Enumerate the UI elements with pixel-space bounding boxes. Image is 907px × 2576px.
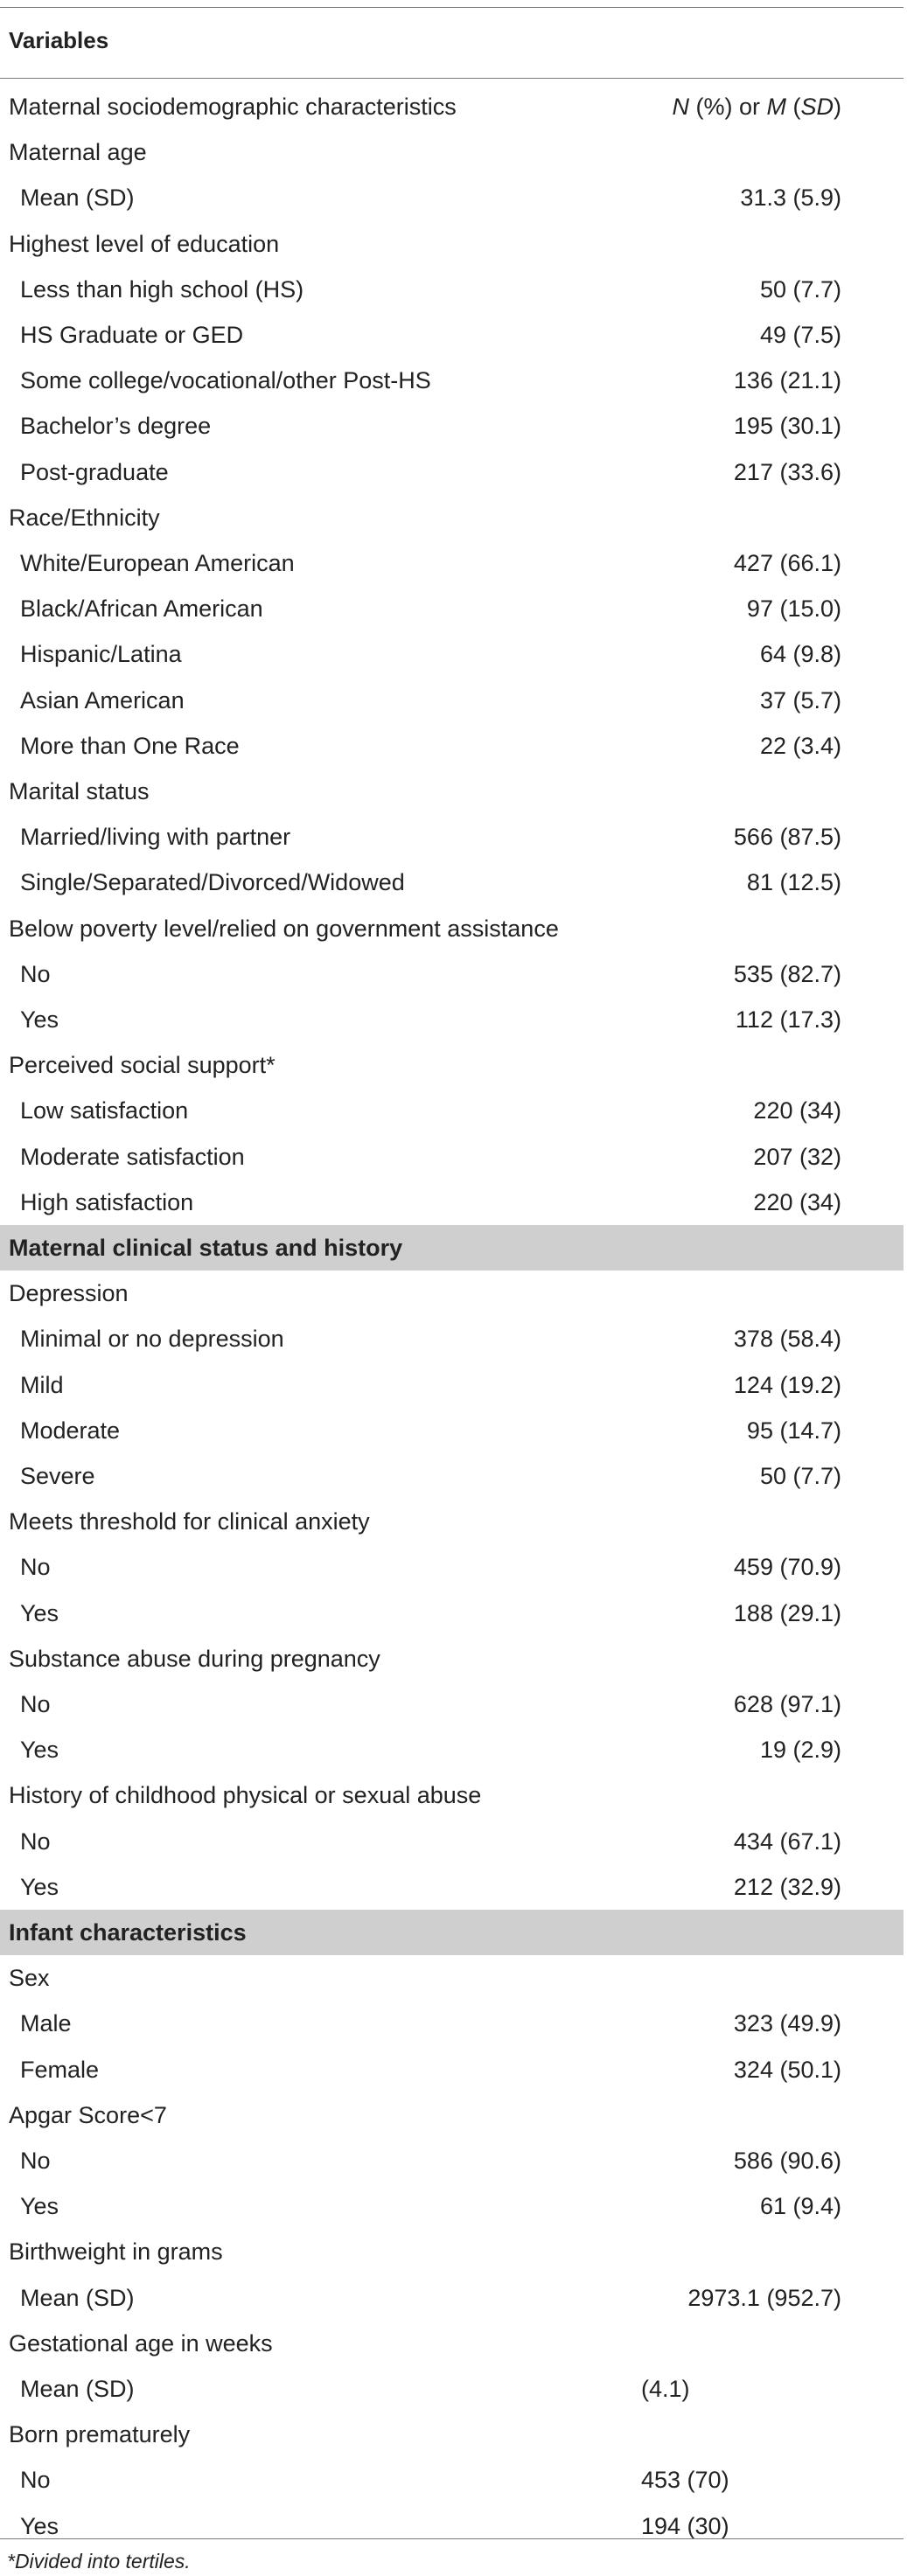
table-row: [0, 175, 904, 220]
table-section-row: [0, 1225, 904, 1271]
column-header-part: SD: [800, 94, 834, 120]
table-row: [0, 1681, 904, 1727]
table-group-row: [0, 2321, 904, 2366]
table-group-row: [0, 1271, 904, 1316]
row-label: Minimal or no depression: [20, 1326, 284, 1353]
row-label: Maternal clinical status and history: [9, 1235, 403, 1261]
table-row: [0, 2001, 904, 2046]
row-value: 37 (5.7): [759, 686, 841, 714]
row-label: Less than high school (HS): [20, 275, 304, 303]
table-row: [0, 951, 904, 997]
table-row: [0, 1362, 904, 1408]
row-value: 188 (29.1): [733, 1599, 841, 1626]
table-row: [0, 403, 904, 449]
table-header-variables: Variables: [9, 27, 109, 53]
row-label: Yes: [20, 1006, 59, 1033]
table-row: [0, 312, 904, 358]
row-value: 50 (7.7): [759, 275, 841, 303]
table-row: [0, 631, 904, 677]
table-row: [0, 997, 904, 1042]
row-value: 217 (33.6): [733, 458, 841, 485]
row-value: 64 (9.8): [759, 641, 841, 668]
row-label: More than One Race: [20, 732, 240, 759]
table-top-rule: [0, 7, 904, 8]
row-label: Yes: [20, 2512, 59, 2539]
row-label: Substance abuse during pregnancy: [9, 1645, 380, 1672]
row-label: Female: [20, 2056, 100, 2083]
row-value: 566 (87.5): [733, 824, 841, 851]
row-label: Born prematurely: [9, 2421, 191, 2448]
row-label: Yes: [20, 1873, 59, 1900]
row-value: 323 (49.9): [733, 2010, 841, 2037]
row-value: 220 (34): [753, 1097, 841, 1124]
row-label: Male: [20, 2010, 72, 2037]
row-label: Some college/vocational/other Post-HS: [20, 367, 431, 394]
row-label: Yes: [20, 1737, 59, 1764]
table-row: [0, 1544, 904, 1590]
table-row: [0, 2275, 904, 2321]
row-label: Birthweight in grams: [9, 2238, 223, 2266]
row-label: Post-graduate: [20, 458, 169, 485]
row-label: Infant characteristics: [9, 1919, 247, 1946]
row-value: 22 (3.4): [759, 732, 841, 759]
column-header-n-pct-m-sd: [672, 84, 841, 129]
row-label: Mean (SD): [20, 2376, 135, 2402]
table-row: [0, 540, 904, 586]
table-group-row: [0, 906, 904, 951]
column-header-part: (: [785, 94, 801, 120]
row-value: 324 (50.1): [733, 2056, 841, 2083]
table-row: [0, 1819, 904, 1864]
row-label: No: [20, 960, 51, 987]
row-label: No: [20, 1554, 51, 1581]
table-row: [0, 2047, 904, 2092]
table-row: [0, 1088, 904, 1133]
table-row: [0, 2366, 904, 2412]
table-row: [0, 1316, 904, 1361]
table-row: [0, 1134, 904, 1180]
row-value: 453 (70): [641, 2467, 729, 2494]
table-group-row: [0, 129, 904, 175]
table-group-row: [0, 1636, 904, 1681]
table-group-row: [0, 1499, 904, 1544]
row-value: 628 (97.1): [733, 1691, 841, 1717]
row-label: History of childhood physical or sexual abuse: [9, 1782, 482, 1809]
row-value: 50 (7.7): [759, 1463, 841, 1489]
row-label: Perceived social support*: [9, 1052, 276, 1079]
column-header-part: ): [834, 94, 841, 120]
table-group-row: [0, 2412, 904, 2457]
row-value: 95 (14.7): [746, 1417, 841, 1444]
table-group-row: [0, 221, 904, 267]
table-group-row: [0, 769, 904, 814]
row-value: 19 (2.9): [759, 1737, 841, 1764]
row-value: 212 (32.9): [733, 1873, 841, 1900]
row-label: Maternal sociodemographic characteristics: [9, 94, 457, 120]
row-value: 434 (67.1): [733, 1828, 841, 1855]
row-label: No: [20, 1828, 51, 1855]
row-label: Asian American: [20, 686, 185, 714]
table-section-row: [0, 1910, 904, 1955]
table-row: [0, 1727, 904, 1772]
row-label: Hispanic/Latina: [20, 641, 182, 668]
row-label: Meets threshold for clinical anxiety: [9, 1508, 370, 1535]
row-label: Black/African American: [20, 595, 263, 623]
row-value: 136 (21.1): [733, 367, 841, 394]
row-value: (4.1): [641, 2376, 690, 2402]
row-value: 195 (30.1): [733, 413, 841, 440]
column-header-part: N: [672, 94, 689, 120]
row-label: No: [20, 2148, 51, 2174]
row-value: 81 (12.5): [746, 869, 841, 896]
table-row: [0, 723, 904, 769]
row-value: 97 (15.0): [746, 595, 841, 623]
table-row: [0, 2183, 904, 2229]
row-value: 427 (66.1): [733, 550, 841, 576]
row-label: No: [20, 2467, 51, 2494]
row-value: 61 (9.4): [759, 2193, 841, 2220]
table-row: [0, 860, 904, 905]
row-value: 31.3 (5.9): [740, 184, 841, 212]
table-group-row: [0, 1955, 904, 2001]
row-value: 194 (30): [641, 2512, 729, 2539]
row-label: Moderate: [20, 1417, 121, 1444]
table-group-row: [0, 2092, 904, 2138]
row-label: HS Graduate or GED: [20, 322, 244, 348]
table-row: [0, 267, 904, 312]
column-header-part: M: [766, 94, 786, 120]
row-value: 535 (82.7): [733, 960, 841, 987]
row-label: Apgar Score<7: [9, 2101, 167, 2128]
table-row: [0, 586, 904, 631]
table-row: [0, 2138, 904, 2183]
row-label: High satisfaction: [20, 1188, 194, 1215]
row-label: Mild: [20, 1371, 64, 1398]
row-label: Depression: [9, 1280, 129, 1307]
row-label: Below poverty level/relied on government assistance: [9, 915, 559, 942]
table-row: [0, 2457, 904, 2503]
row-label: Marital status: [9, 778, 150, 804]
column-header-part: (%) or: [688, 94, 767, 120]
table-row: [0, 358, 904, 403]
table-group-row: [0, 495, 904, 540]
row-label: Yes: [20, 1599, 59, 1626]
row-value: 586 (90.6): [733, 2148, 841, 2174]
table-group-row: [0, 1042, 904, 1088]
row-label: Severe: [20, 1463, 95, 1489]
table-footnote: *Divided into tertiles.: [7, 2550, 191, 2573]
row-value: 459 (70.9): [733, 1554, 841, 1581]
table-row: [0, 1180, 904, 1225]
row-label: Mean (SD): [20, 2284, 135, 2311]
table-row: [0, 1864, 904, 1910]
row-label: Sex: [9, 1965, 50, 1992]
table-row: [0, 2503, 904, 2549]
row-label: Yes: [20, 2193, 59, 2220]
table-bottom-rule: [0, 2538, 904, 2539]
table-row: [0, 1453, 904, 1499]
row-value: 124 (19.2): [733, 1371, 841, 1398]
table-group-row: [0, 1772, 904, 1818]
row-value: 378 (58.4): [733, 1326, 841, 1353]
table-row: [0, 1408, 904, 1453]
row-label: No: [20, 1691, 51, 1717]
row-label: Low satisfaction: [20, 1097, 189, 1124]
row-label: Married/living with partner: [20, 824, 291, 851]
row-label: Gestational age in weeks: [9, 2329, 273, 2357]
row-value: 220 (34): [753, 1188, 841, 1215]
table-row: [0, 814, 904, 860]
row-label: Single/Separated/Divorced/Widowed: [20, 869, 405, 896]
table-row: [0, 678, 904, 723]
row-label: Race/Ethnicity: [9, 504, 160, 531]
row-label: Maternal age: [9, 139, 147, 166]
row-label: Moderate satisfaction: [20, 1143, 245, 1170]
table-group-row: [0, 2229, 904, 2274]
row-label: Bachelor’s degree: [20, 413, 212, 440]
row-value: 49 (7.5): [759, 322, 841, 348]
row-label: Mean (SD): [20, 184, 135, 212]
row-label: White/European American: [20, 550, 295, 576]
row-value: 2973.1 (952.7): [687, 2284, 841, 2311]
table-header-rule: [0, 78, 904, 79]
row-label: Highest level of education: [9, 230, 280, 257]
row-value: 112 (17.3): [735, 1006, 841, 1033]
row-value: 207 (32): [753, 1143, 841, 1170]
table-row: [0, 449, 904, 495]
table-row: [0, 1591, 904, 1636]
table-group-row: [0, 84, 904, 129]
